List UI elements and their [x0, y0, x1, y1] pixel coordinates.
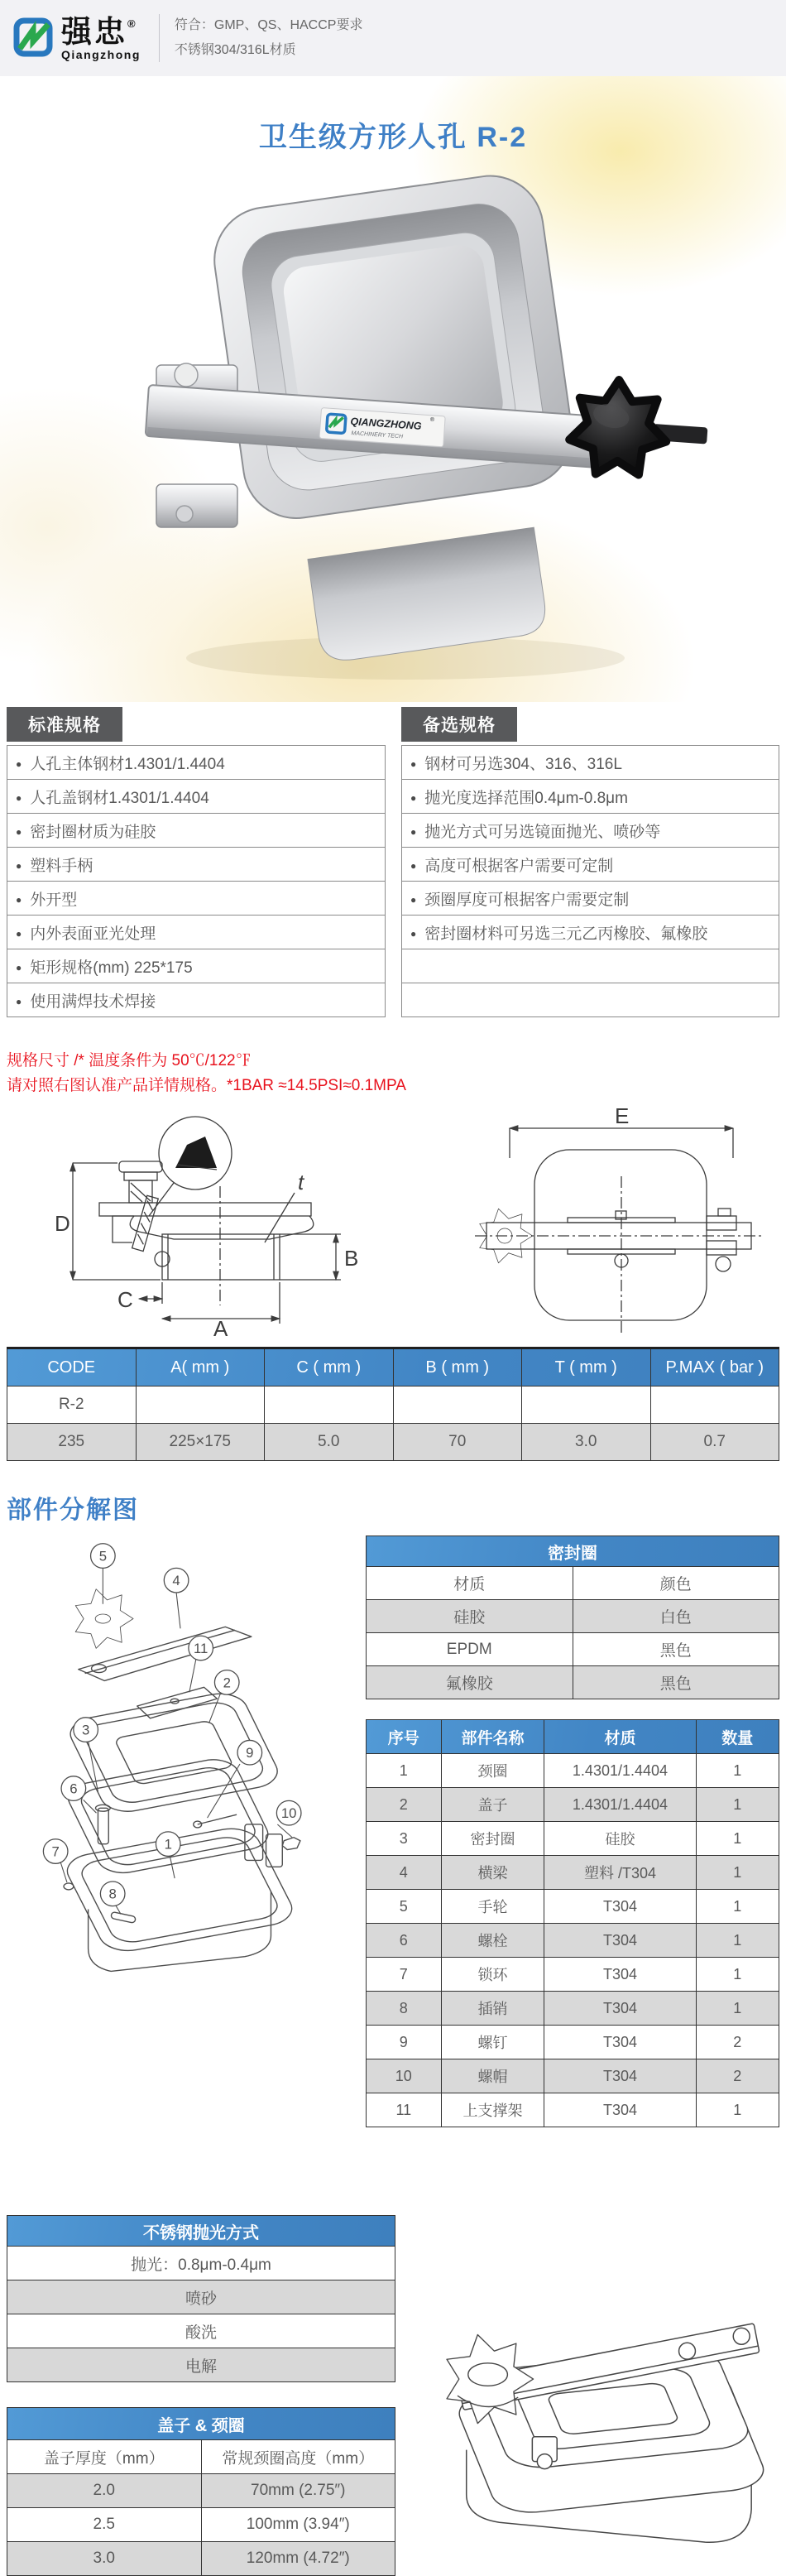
note-line-1: 规格尺寸 /* 温度条件为 50℃/122℉	[7, 1052, 252, 1069]
bar-logo-sub: MACHINERY TECH	[351, 430, 404, 440]
seal-table-title: 密封圈	[367, 1536, 779, 1567]
cover-table-title: 盖子 & 颈圈	[7, 2408, 395, 2440]
spec-item: ● 颈圈厚度可根据客户需要定制	[402, 881, 779, 915]
spec-item	[402, 949, 779, 983]
svg-text:2: 2	[223, 1675, 231, 1691]
dim-label-c: C	[117, 1287, 133, 1313]
tagline-compliance: 符合：GMP、QS、HACCP要求	[174, 18, 363, 33]
dim-label-t: t	[298, 1170, 304, 1195]
optional-specs	[401, 707, 779, 1017]
table-row: 氟橡胶 黑色	[367, 1666, 779, 1699]
standard-specs	[7, 707, 386, 1017]
table-row: 10 螺帽 T304 2	[367, 2059, 779, 2093]
svg-text:4: 4	[172, 1573, 180, 1589]
tagline-material: 不锈钢304/316L材质	[174, 43, 296, 57]
size-table-header-cell: CODE	[7, 1348, 137, 1387]
polish-table-title: 不锈钢抛光方式	[7, 2216, 395, 2247]
spec-item: ● 内外表面亚光处理	[7, 915, 385, 949]
size-table-header-cell: T ( mm )	[522, 1348, 651, 1387]
exploded-section	[7, 1536, 779, 2127]
seal-ring-table	[366, 1536, 779, 1699]
size-table-header-row	[7, 1348, 779, 1387]
svg-text:10: 10	[280, 1805, 297, 1822]
table-row: 2 盖子 1.4301/1.4404 1	[367, 1788, 779, 1822]
size-table	[7, 1347, 779, 1461]
size-table-header-cell: P.MAX ( bar )	[650, 1348, 779, 1387]
parts-table-header-cell: 材质	[544, 1720, 696, 1754]
note-line-2: 请对照右图认准产品详情规格。*1BAR ≈14.5PSI≈0.1MPA	[7, 1077, 406, 1095]
bottom-section	[7, 2215, 779, 2576]
spec-item: ● 人孔主体钢材1.4301/1.4404	[7, 746, 385, 779]
header	[0, 0, 786, 76]
svg-text:8: 8	[108, 1886, 117, 1902]
spec-item	[402, 983, 779, 1016]
header-taglines	[175, 13, 363, 62]
table-row: 8 插销 T304 1	[367, 1992, 779, 2026]
table-row: 喷砂	[7, 2280, 395, 2314]
table-row: 酸洗	[7, 2314, 395, 2348]
polish-methods-table	[7, 2215, 395, 2382]
size-table-header-cell: C ( mm )	[265, 1348, 394, 1387]
parts-table-header-row	[367, 1720, 779, 1754]
seal-header-row: 材质 颜色	[367, 1567, 779, 1600]
table-row: EPDM 黑色	[367, 1633, 779, 1666]
exploded-section-title: 部件分解图	[7, 1497, 139, 1525]
dim-label-b: B	[344, 1246, 359, 1271]
spec-lists-section	[7, 707, 779, 1017]
table-row: 9 螺钉 T304 2	[367, 2026, 779, 2059]
dim-label-e: E	[615, 1103, 630, 1129]
product-render-image	[79, 156, 707, 686]
svg-text:1: 1	[164, 1836, 172, 1853]
cover-header-row: 盖子厚度（mm） 常规颈圈高度（mm）	[7, 2440, 395, 2474]
table-row: 5 手轮 T304 1	[367, 1890, 779, 1924]
assembled-line-drawing	[415, 2228, 778, 2553]
spec-item: ● 使用满焊技术焊接	[7, 983, 385, 1016]
spec-item: ● 钢材可另选304、316、316L	[402, 746, 779, 779]
size-table-section	[7, 1347, 779, 1461]
spec-item: ● 高度可根据客户需要可定制	[402, 847, 779, 881]
size-table-header-cell: A( mm )	[136, 1348, 265, 1387]
dim-label-d: D	[55, 1211, 70, 1237]
brand-logo	[12, 14, 141, 61]
registered-mark: ®	[127, 17, 136, 30]
spec-item: ● 外开型	[7, 881, 385, 915]
parts-table-header-cell: 数量	[696, 1720, 779, 1754]
side-section-drawing	[7, 1110, 395, 1340]
dim-label-a: A	[213, 1316, 228, 1342]
table-row: 抛光：0.8μm-0.4μm	[7, 2247, 395, 2280]
table-row: 2.0 70mm (2.75″)	[7, 2474, 395, 2508]
table-row: 11 上支撑架 T304 1	[367, 2093, 779, 2127]
svg-text:7: 7	[51, 1843, 60, 1860]
table-row: 235 225×175 5.0 70 3.0 0.7	[7, 1424, 779, 1461]
table-row: 3.0 120mm (4.72″)	[7, 2542, 395, 2576]
parts-table-header-cell: 部件名称	[441, 1720, 544, 1754]
parts-list-table	[366, 1719, 779, 2127]
handwheel-knob	[563, 372, 717, 498]
table-row: 6 螺栓 T304 1	[367, 1924, 779, 1958]
spec-item: ● 矩形规格(mm) 225*175	[7, 949, 385, 983]
svg-text:9: 9	[246, 1745, 254, 1761]
spec-item: ● 抛光度选择范围0.4μm-0.8μm	[402, 779, 779, 813]
hero-section	[0, 76, 786, 702]
table-row: 4 横梁 塑料 /T304 1	[367, 1856, 779, 1890]
optional-specs-table	[401, 745, 779, 1017]
logo-en: Qiangzhong	[61, 47, 141, 61]
dimension-drawings	[7, 1103, 779, 1342]
optional-specs-badge: 备选规格	[401, 707, 517, 742]
temperature-note	[7, 1049, 779, 1098]
qiangzhong-logo-icon	[12, 17, 55, 60]
manhole-lid	[208, 169, 579, 525]
page-title: 卫生级方形人孔 R-2	[258, 122, 528, 153]
table-row: 硅胶 白色	[367, 1600, 779, 1633]
exploded-diagram	[7, 1536, 357, 1996]
spec-item: ● 人孔盖钢材1.4301/1.4404	[7, 779, 385, 813]
top-view-drawing	[470, 1103, 771, 1340]
table-row: 3 密封圈 硅胶 1	[367, 1822, 779, 1856]
standard-specs-badge: 标准规格	[7, 707, 122, 742]
bar-logo-reg: ®	[429, 416, 435, 424]
svg-text:6: 6	[69, 1781, 78, 1797]
bar-logo-text: QIANGZHONG	[350, 416, 422, 432]
spec-item: ● 密封圈材料可另选三元乙丙橡胶、氟橡胶	[402, 915, 779, 949]
svg-text:3: 3	[81, 1722, 90, 1738]
size-table-header-cell: B ( mm )	[393, 1348, 522, 1387]
logo-zh: 强忠	[61, 14, 127, 49]
table-row: 2.5 100mm (3.94″)	[7, 2508, 395, 2542]
svg-text:5: 5	[98, 1548, 108, 1564]
cover-neck-table	[7, 2407, 395, 2576]
table-row: 1 颈圈 1.4301/1.4404 1	[367, 1754, 779, 1788]
table-row: 7 锁环 T304 1	[367, 1958, 779, 1992]
table-row: R-2	[7, 1387, 779, 1424]
header-divider	[159, 14, 160, 62]
parts-table-header-cell: 序号	[367, 1720, 442, 1754]
spec-item: ● 抛光方式可另选镜面抛光、喷砂等	[402, 813, 779, 847]
spec-item: ● 塑料手柄	[7, 847, 385, 881]
svg-text:11: 11	[193, 1640, 208, 1656]
standard-specs-table	[7, 745, 386, 1017]
spec-item: ● 密封圈材质为硅胶	[7, 813, 385, 847]
table-row: 电解	[7, 2348, 395, 2382]
